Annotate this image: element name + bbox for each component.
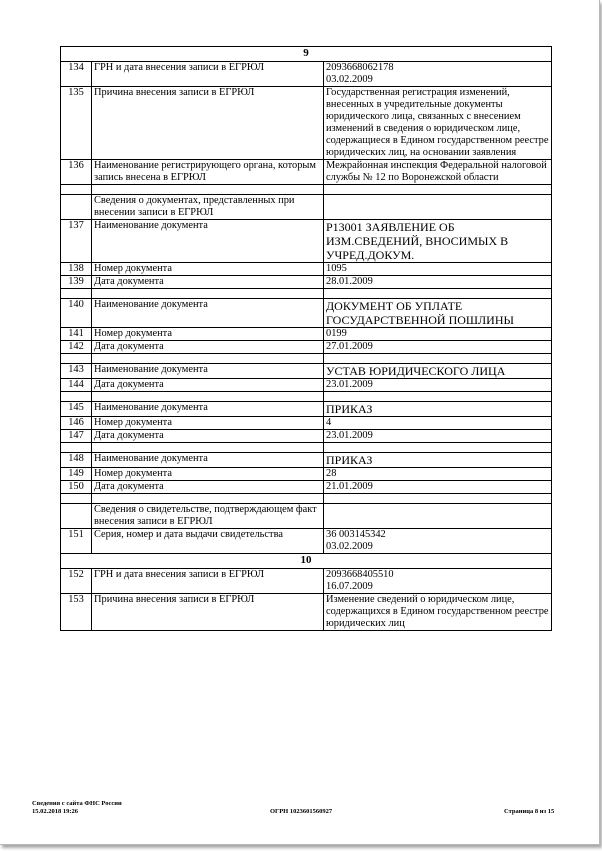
- spacer-row: [61, 185, 552, 195]
- row-label: Наименование документа: [92, 402, 324, 417]
- table-row: [61, 468, 552, 481]
- section-row: [61, 47, 552, 62]
- row-number: 147: [61, 430, 92, 443]
- table-row: [61, 62, 552, 87]
- section-number: 10: [61, 554, 552, 569]
- row-label: Номер документа: [92, 328, 324, 341]
- row-number: 138: [61, 263, 92, 276]
- grn-value: 2093668405510: [326, 569, 394, 580]
- row-value: 4: [324, 417, 552, 430]
- row-number: 141: [61, 328, 92, 341]
- subheader-row: [61, 195, 552, 220]
- row-label: Наименование документа: [92, 299, 324, 328]
- row-label: Серия, номер и дата выдачи свидетельства: [92, 529, 324, 554]
- section-row: [61, 554, 552, 569]
- row-label: Причина внесения записи в ЕГРЮЛ: [92, 594, 324, 631]
- row-number: 142: [61, 341, 92, 354]
- certificate-number: 36 003145342: [326, 529, 386, 540]
- row-value: ПРИКАЗ: [324, 402, 552, 417]
- row-value: [324, 62, 552, 87]
- row-label: Дата документа: [92, 276, 324, 289]
- egrul-table: [60, 46, 552, 631]
- row-label: ГРН и дата внесения записи в ЕГРЮЛ: [92, 569, 324, 594]
- table-row: [61, 430, 552, 443]
- row-number: 153: [61, 594, 92, 631]
- row-label: Дата документа: [92, 481, 324, 494]
- footer-source: [32, 800, 122, 815]
- row-value: 23.01.2009: [324, 430, 552, 443]
- row-value: Межрайонная инспекция Федеральной налоговой службы № 12 по Воронежской области: [324, 160, 552, 185]
- table-row: [61, 263, 552, 276]
- subheader-row: [61, 504, 552, 529]
- table-row: [61, 160, 552, 185]
- row-number: 146: [61, 417, 92, 430]
- table-row: [61, 402, 552, 417]
- docs-subheader: Сведения о документах, представленных при внесении записи в ЕГРЮЛ: [92, 195, 324, 220]
- row-label: Причина внесения записи в ЕГРЮЛ: [92, 87, 324, 160]
- row-value: Р13001 ЗАЯВЛЕНИЕ ОБ ИЗМ.СВЕДЕНИЙ, ВНОСИМЫХ В УЧРЕД.ДОКУМ.: [324, 220, 552, 263]
- row-number: 150: [61, 481, 92, 494]
- footer-page-number: Страница 8 из 15: [504, 808, 555, 815]
- row-value: 1095: [324, 263, 552, 276]
- row-value: [324, 529, 552, 554]
- table-row: [61, 220, 552, 263]
- row-number: 140: [61, 299, 92, 328]
- row-number: 135: [61, 87, 92, 160]
- row-value: ДОКУМЕНТ ОБ УПЛАТЕ ГОСУДАРСТВЕННОЙ ПОШЛИНЫ: [324, 299, 552, 328]
- row-label: Дата документа: [92, 430, 324, 443]
- section-number: 9: [61, 47, 552, 62]
- row-label: Наименование документа: [92, 220, 324, 263]
- certificate-date: 03.02.2009: [326, 541, 373, 552]
- row-number: 139: [61, 276, 92, 289]
- row-number: 148: [61, 453, 92, 468]
- row-number: 134: [61, 62, 92, 87]
- table-row: [61, 328, 552, 341]
- row-value: 27.01.2009: [324, 341, 552, 354]
- spacer-row: [61, 354, 552, 364]
- spacer-row: [61, 443, 552, 453]
- row-number: 137: [61, 220, 92, 263]
- table-row: [61, 594, 552, 631]
- row-value: 21.01.2009: [324, 481, 552, 494]
- table-row: [61, 299, 552, 328]
- row-label: Номер документа: [92, 468, 324, 481]
- table-row: [61, 453, 552, 468]
- row-label: Наименование документа: [92, 364, 324, 379]
- row-value: ПРИКАЗ: [324, 453, 552, 468]
- spacer-row: [61, 494, 552, 504]
- certificate-subheader: Сведения о свидетельстве, подтверждающем факт внесения записи в ЕГРЮЛ: [92, 504, 324, 529]
- table-row: [61, 276, 552, 289]
- date-value: 03.02.2009: [326, 74, 373, 85]
- row-value: Изменение сведений о юридическом лице, содержащихся в Едином государственном реестре юридических лиц: [324, 594, 552, 631]
- row-value: 23.01.2009: [324, 379, 552, 392]
- row-value: 28: [324, 468, 552, 481]
- table-row: [61, 87, 552, 160]
- footer-ogrn: ОГРН 1023601560927: [270, 808, 333, 815]
- row-label: Дата документа: [92, 379, 324, 392]
- table-row: [61, 529, 552, 554]
- date-value: 16.07.2009: [326, 581, 373, 592]
- table-row: [61, 341, 552, 354]
- row-label: Номер документа: [92, 263, 324, 276]
- row-label: Дата документа: [92, 341, 324, 354]
- row-number: 149: [61, 468, 92, 481]
- row-value: [324, 569, 552, 594]
- row-value: 28.01.2009: [324, 276, 552, 289]
- row-number: 136: [61, 160, 92, 185]
- spacer-row: [61, 289, 552, 299]
- row-value: УСТАВ ЮРИДИЧЕСКОГО ЛИЦА: [324, 364, 552, 379]
- row-number: 151: [61, 529, 92, 554]
- row-value: Государственная регистрация изменений, внесенных в учредительные документы юридического лица, связанных с внесением изменений в сведения о юридическом лице, содержащиеся в Едином государственном реестре юридических лиц, на основании заявления: [324, 87, 552, 160]
- table-row: [61, 481, 552, 494]
- table-row: [61, 569, 552, 594]
- row-label: Наименование регистрирующего органа, которым запись внесена в ЕГРЮЛ: [92, 160, 324, 185]
- row-value: 0199: [324, 328, 552, 341]
- row-number: 143: [61, 364, 92, 379]
- footer-source-line: Сведения с сайта ФНС России: [32, 800, 122, 807]
- row-number: 145: [61, 402, 92, 417]
- spacer-row: [61, 392, 552, 402]
- row-label: Наименование документа: [92, 453, 324, 468]
- row-number: 152: [61, 569, 92, 594]
- table-row: [61, 417, 552, 430]
- row-number: 144: [61, 379, 92, 392]
- table-row: [61, 364, 552, 379]
- row-label: ГРН и дата внесения записи в ЕГРЮЛ: [92, 62, 324, 87]
- table-row: [61, 379, 552, 392]
- grn-value: 2093668062178: [326, 62, 394, 73]
- footer-timestamp: 15.02.2018 19:26: [32, 807, 79, 815]
- row-label: Номер документа: [92, 417, 324, 430]
